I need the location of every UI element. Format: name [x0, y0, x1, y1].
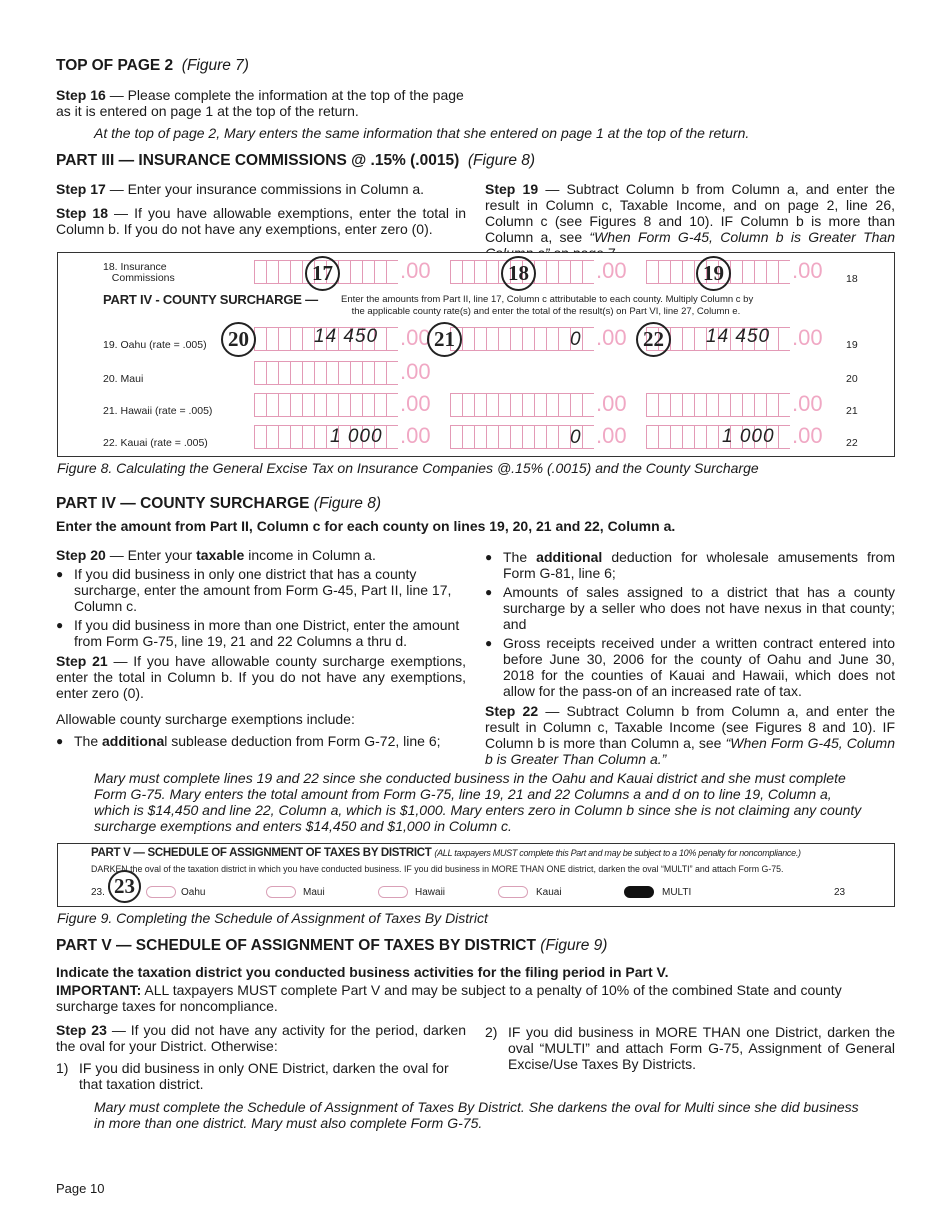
district-maui: Maui: [303, 887, 325, 898]
callout-21: 21: [427, 322, 462, 357]
part5-right-column: [485, 1024, 895, 1072]
part4-instruction: Enter the amount from Part II, Column c for each county on lines 19, 20, 21 and 22, Column a.: [56, 518, 676, 534]
row21-num: 21: [846, 405, 858, 417]
row19-col-c-value: 14 450: [706, 326, 771, 347]
part4-heading: PART IV — COUNTY SURCHARGE (Figure 8): [56, 495, 381, 512]
bullet-multi-district: ● If you did business in more than one District, enter the amount from Form G-75, line 19, 21 and 22 Columns a thru d.: [56, 617, 466, 649]
line18-col-b[interactable]: .00: [450, 260, 627, 284]
line18-num: 18: [846, 273, 858, 285]
row22-col-a-value: 1 000: [330, 426, 383, 447]
bullet-amusements: ● The additional deduction for wholesale amusements from Form G-81, line 6;: [485, 549, 895, 581]
bullet-sublease: ● The additional sublease deduction from Form G-72, line 6;: [56, 733, 466, 749]
callout-23: 23: [108, 870, 141, 903]
row19-col-b[interactable]: .00: [450, 327, 627, 351]
oval-hawaii[interactable]: [378, 886, 408, 898]
row22-col-a[interactable]: .00: [254, 425, 431, 449]
step23: Step 23 — If you did not have any activity for the period, darken the oval for your District. Otherwise:: [56, 1022, 466, 1054]
top-note: At the top of page 2, Mary enters the same information that she entered on page 1 at the top of the return.: [94, 125, 750, 141]
row22-col-c-value: 1 000: [722, 426, 775, 447]
oval-multi[interactable]: [624, 886, 654, 898]
part5-left-column: [56, 1022, 466, 1092]
row22-num: 22: [846, 437, 858, 449]
callout-20: 20: [221, 322, 256, 357]
figure-9-caption: Figure 9. Completing the Schedule of Assignment of Taxes By District: [57, 910, 488, 926]
row19-label: 19. Oahu (rate = .005): [103, 339, 207, 351]
district-hawaii: Hawaii: [415, 887, 446, 898]
row20-col-a[interactable]: .00: [254, 361, 431, 385]
row21-col-c[interactable]: .00: [646, 393, 823, 417]
step22: Step 22 — Subtract Column b from Column a, and enter the result in Column c, Taxable Income (see Figures 8 and 10). IF Column b is more than Column a, see “When Form G-45, Column b is Greater Than Column a.”: [485, 703, 896, 767]
part4-form-instructions: Enter the amounts from Part II, line 17, Column c attributable to each county. Multiply Column c by the applicable county rate(s) and enter the total of the result(s) on Part VI, line 27, Column e.: [341, 294, 754, 317]
row21-label: 21. Hawaii (rate = .005): [103, 405, 213, 417]
part4-right-column: [485, 549, 895, 767]
step16: Step 16 — Please complete the information at the top of the page as it is entered on page 1 at the top of the return.: [56, 87, 464, 119]
callout-19: 19: [696, 256, 731, 291]
bullet-contract: ● Gross receipts received under a written contract entered into before June 30, 2006 for the county of Oahu and June 30, 2018 for the counties of Kauai and Hawaii, which does not allow for the pass-on of an increased rate of tax.: [485, 635, 895, 699]
part4-left-column: [56, 547, 466, 749]
part4-note: Mary must complete lines 19 and 22 since she conducted business in the Oahu and Kauai district and she must complete Form G-75. Mary enters the total amount from Form G-75, line 19, 21 and 22 Columns a and d on to line 19, Column a, which is $14,450 and line 22, Column a, which is $1,000. Mary enters zero in Column b since she is not claiming any county surcharge exemptions and enters $14,450 and $1,000 in Column c.: [94, 770, 862, 834]
row19-col-a-value: 14 450: [314, 326, 379, 347]
oval-oahu[interactable]: [146, 886, 176, 898]
row22-label: 22. Kauai (rate = .005): [103, 437, 208, 449]
bullet-one-district: ● If you did business in only one district that has a county surcharge, enter the amount from Form G-45, Part II, line 17, Column c.: [56, 566, 466, 614]
callout-22: 22: [636, 322, 671, 357]
line18-col-a[interactable]: .00: [254, 260, 431, 284]
step21: Step 21 — If you have allowable county surcharge exemptions, enter the total in Column b. If you do not have any exemptions, enter zero (0).: [56, 653, 466, 701]
part5-important: IMPORTANT: ALL taxpayers MUST complete Part V and may be subject to a penalty of 10% of the combined State and county surcharge taxes for noncompliance.: [56, 982, 842, 1014]
row21-col-a[interactable]: .00: [254, 393, 431, 417]
part5-heading: PART V — SCHEDULE OF ASSIGNMENT OF TAXES BY DISTRICT (Figure 9): [56, 937, 608, 954]
row22-col-b-value: 0: [570, 427, 582, 448]
allowable-exemptions: Allowable county surcharge exemptions include:: [56, 711, 355, 727]
district-oahu: Oahu: [181, 887, 206, 898]
oval-kauai[interactable]: [498, 886, 528, 898]
callout-17: 17: [305, 256, 340, 291]
part4-form-title: PART IV - COUNTY SURCHARGE —: [103, 292, 318, 307]
row21-col-b[interactable]: .00: [450, 393, 627, 417]
line23-num-right: 23: [834, 887, 846, 898]
figure-8-caption: Figure 8. Calculating the General Excise Tax on Insurance Companies @.15% (.0015) and the County Surcharge: [57, 460, 759, 476]
part5-note: Mary must complete the Schedule of Assignment of Taxes By District. She darkens the oval for Multi since she did business in more than one district. Mary must also complete Form G-75.: [94, 1099, 859, 1131]
figure-9-form: [57, 843, 895, 907]
figure-8-form: [57, 252, 895, 457]
district-kauai: Kauai: [536, 887, 562, 898]
line18-label: 18. Insurance Commissions: [103, 261, 175, 284]
oval-maui[interactable]: [266, 886, 296, 898]
row19-col-c[interactable]: .00: [646, 327, 823, 351]
row22-col-b[interactable]: .00: [450, 425, 627, 449]
row19-num: 19: [846, 339, 858, 351]
row20-label: 20. Maui: [103, 373, 144, 385]
step18: Step 18 — If you have allowable exemptions, enter the total in Column b. If you do not have any exemptions, enter zero (0).: [56, 205, 466, 237]
callout-18: 18: [501, 256, 536, 291]
top-heading: TOP OF PAGE 2 (Figure 7): [56, 57, 249, 74]
district-multi: MULTI: [662, 887, 692, 898]
part5-instruction: Indicate the taxation district you conducted business activities for the filing period in Part V.: [56, 964, 669, 980]
row22-col-c[interactable]: .00: [646, 425, 823, 449]
row19-col-a[interactable]: .00: [254, 327, 431, 351]
step23-item-2: 2) IF you did business in MORE THAN one District, darken the oval “MULTI” and attach Form G-75, Assignment of General Excise/Use Taxes By Districts.: [485, 1024, 895, 1072]
part5-form-instruction: DARKEN the oval of the taxation district in which you have conducted business. IF you did business in MORE THAN ONE district, darken the oval “MULTI” and attach Form G-75.: [91, 864, 784, 874]
row19-col-b-value: 0: [570, 329, 582, 350]
bullet-nexus: ● Amounts of sales assigned to a district that has a county surcharge by a seller who does not have nexus in that county; and: [485, 584, 895, 632]
page-number: Page 10: [56, 1181, 105, 1196]
step20: Step 20 — Enter your taxable income in Column a.: [56, 547, 376, 563]
line18-col-c[interactable]: .00: [646, 260, 823, 284]
row20-num: 20: [846, 373, 858, 385]
step23-item-1: 1) IF you did business in only ONE District, darken the oval for that taxation district.: [56, 1060, 449, 1092]
part3-heading: PART III — INSURANCE COMMISSIONS @ .15% (.0015) (Figure 8): [56, 152, 536, 169]
line23-num: 23.: [91, 887, 105, 898]
step19: Step 19 — Subtract Column b from Column a, and enter the result in Column c, Taxable Income, and on page 2, line 26, Column c (see Figures 8 and 10). IF Column b is more than Column a, see “When Form G-45, Column b is Greater Than: [485, 181, 895, 245]
step17: Step 17 — Enter your insurance commissions in Column a.: [56, 181, 425, 197]
part5-form-title: PART V — SCHEDULE OF ASSIGNMENT OF TAXES BY DISTRICT (ALL taxpayers MUST complete this Part and may be subject to a 10% penalty for noncompliance.): [91, 847, 801, 859]
